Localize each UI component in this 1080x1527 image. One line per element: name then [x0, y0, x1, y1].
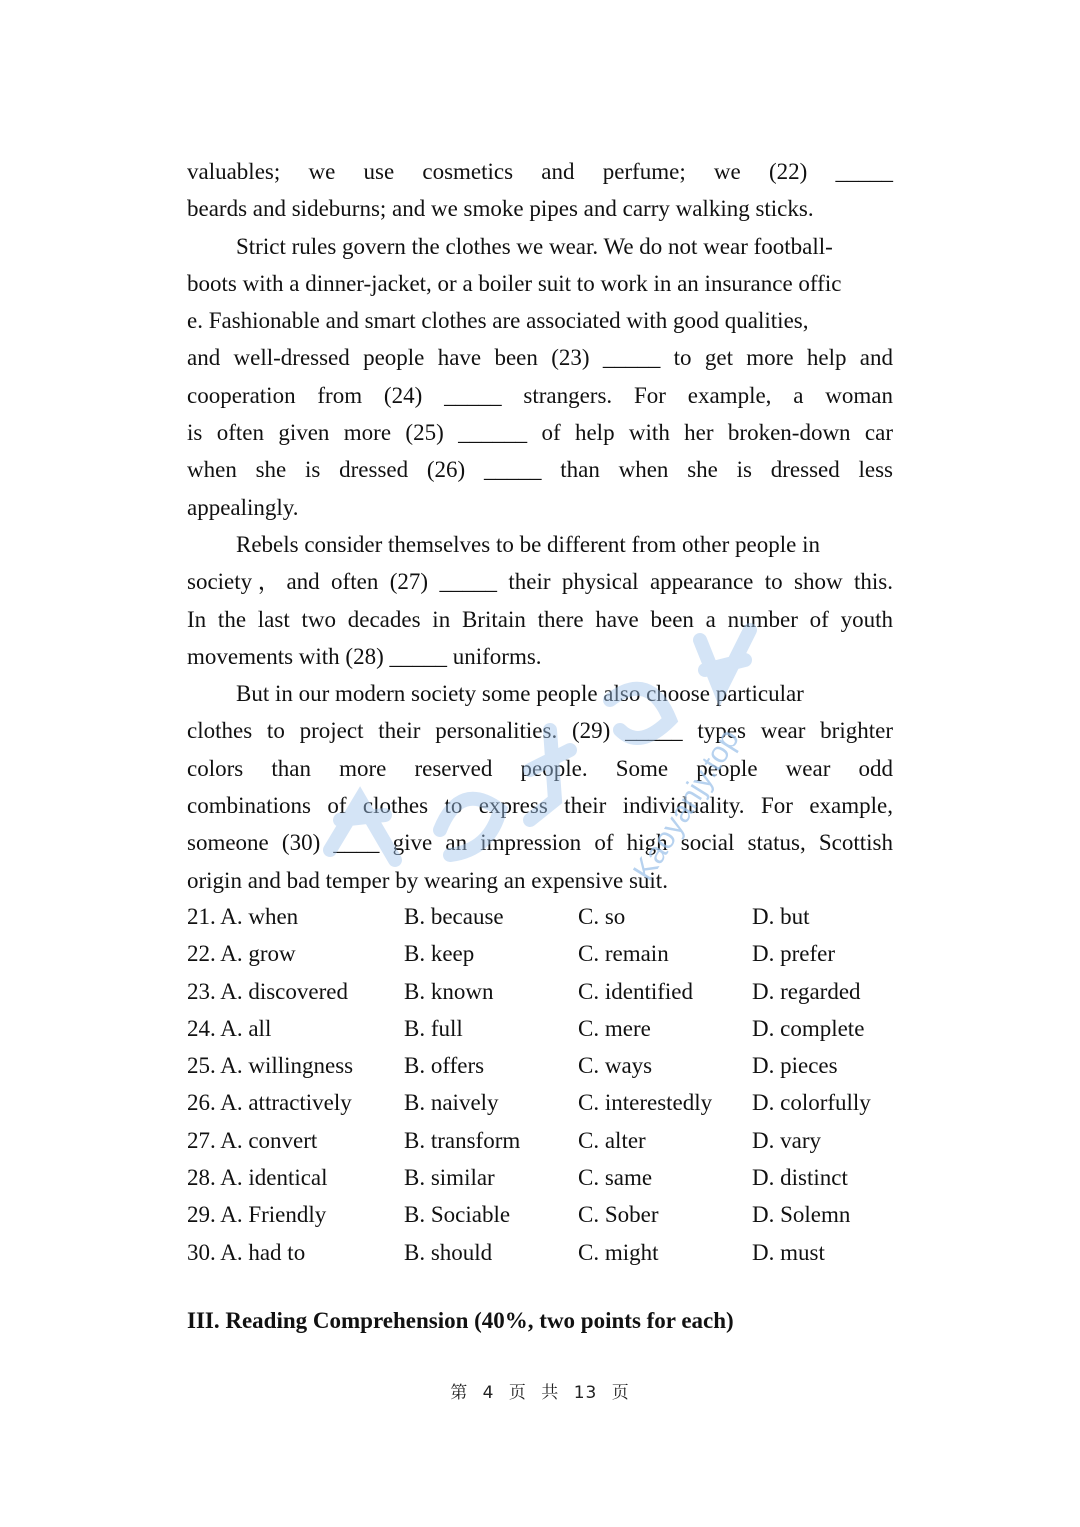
passage-line: e. Fashionable and smart clothes are associated with good qualities,	[187, 308, 809, 334]
passage-line: beards and sideburns; and we smoke pipes and carry walking sticks.	[187, 196, 814, 222]
footer-mid2: 共	[541, 1383, 560, 1403]
option-a: 26. A. attractively	[187, 1090, 352, 1116]
option-c: C. ways	[578, 1053, 653, 1079]
option-c: C. might	[578, 1239, 659, 1265]
answer-options	[187, 898, 907, 1271]
passage-line: But in our modern society some people also choose particular	[236, 681, 804, 707]
question-row-30	[187, 1234, 907, 1271]
option-c: C. alter	[578, 1127, 646, 1153]
passage-line: cooperation from (24) _____ strangers. For example, a woman	[187, 382, 893, 408]
passage-line: clothes to project their personalities. (29) _____ types wear brighter	[187, 718, 893, 744]
question-row-22	[187, 935, 907, 972]
option-c: C. identified	[578, 978, 693, 1004]
passage-line: Strict rules govern the clothes we wear. We do not wear football-	[236, 233, 833, 259]
option-c: C. so	[578, 904, 626, 929]
question-row-23	[187, 973, 907, 1010]
option-c: C. interestedly	[578, 1090, 713, 1116]
option-c: C. remain	[578, 941, 669, 967]
option-a: 30. A. had to	[187, 1239, 306, 1265]
option-b: B. Sociable	[404, 1202, 511, 1228]
question-row-29	[187, 1196, 907, 1233]
option-d: D. complete	[752, 1015, 865, 1041]
option-a: 25. A. willingness	[187, 1053, 354, 1079]
option-a: 27. A. convert	[187, 1127, 318, 1153]
option-b: B. transform	[404, 1127, 521, 1153]
page-footer	[0, 1378, 1080, 1403]
question-row-26	[187, 1084, 907, 1121]
option-a: 28. A. identical	[187, 1165, 328, 1191]
question-row-28	[187, 1159, 907, 1196]
page-number: 4	[482, 1383, 495, 1403]
passage-line: appealingly.	[187, 494, 299, 520]
option-b: B. naively	[404, 1090, 499, 1116]
option-c: C. mere	[578, 1015, 651, 1041]
option-d: D. Solemn	[752, 1202, 851, 1228]
question-row-27	[187, 1122, 907, 1159]
option-a: 23. A. discovered	[187, 978, 348, 1004]
passage-line: valuables; we use cosmetics and perfume; we (22) _____	[187, 159, 893, 184]
option-b: B. should	[404, 1239, 493, 1265]
option-c: C. Sober	[578, 1202, 659, 1228]
footer-prefix: 第	[450, 1383, 469, 1403]
footer-suffix: 页	[611, 1383, 630, 1403]
option-d: D. pieces	[752, 1053, 838, 1079]
option-b: B. offers	[404, 1053, 485, 1079]
passage-line: Rebels consider themselves to be different from other people in	[236, 531, 820, 557]
option-d: D. must	[752, 1239, 825, 1265]
option-c: C. same	[578, 1165, 653, 1191]
option-a: 21. A. when	[187, 904, 299, 929]
section-heading: III. Reading Comprehension (40%, two points for each)	[187, 1308, 734, 1333]
passage-line: boots with a dinner-jacket, or a boiler suit to work in an insurance offic	[187, 270, 842, 296]
option-a: 29. A. Friendly	[187, 1202, 327, 1228]
footer-mid1: 页	[508, 1383, 527, 1403]
passage-line: and well-dressed people have been (23) _____ to get more help and	[187, 345, 893, 371]
page-total: 13	[573, 1383, 598, 1403]
passage-line: In the last two decades in Britain there have been a number of youth	[187, 606, 893, 632]
passage-line: origin and bad temper by wearing an expensive suit.	[187, 867, 668, 893]
option-d: D. prefer	[752, 941, 836, 967]
question-row-25	[187, 1047, 907, 1084]
passage-line: is often given more (25) ______ of help with her broken-down car	[187, 420, 893, 446]
watermark-text: Kaoyanjy.top	[627, 723, 746, 887]
option-b: B. because	[404, 904, 504, 929]
option-b: B. similar	[404, 1165, 495, 1191]
option-a: 22. A. grow	[187, 941, 296, 967]
option-d: D. but	[752, 904, 810, 929]
question-row-21	[187, 898, 907, 935]
option-b: B. keep	[404, 941, 475, 967]
option-b: B. full	[404, 1015, 463, 1041]
passage	[187, 153, 893, 899]
passage-line: society，and often (27) _____ their physical appearance to show this.	[187, 569, 893, 595]
option-a: 24. A. all	[187, 1015, 272, 1041]
passage-line: combinations of clothes to express their individuality. For example,	[187, 793, 893, 819]
option-b: B. known	[404, 978, 494, 1004]
passage-line: when she is dressed (26) _____ than when she is dressed less	[187, 457, 893, 483]
question-row-24	[187, 1010, 907, 1047]
option-d: D. colorfully	[752, 1090, 871, 1116]
option-d: D. vary	[752, 1127, 821, 1153]
option-d: D. distinct	[752, 1165, 848, 1191]
option-d: D. regarded	[752, 978, 861, 1004]
passage-line: movements with (28) _____ uniforms.	[187, 643, 542, 669]
passage-line: colors than more reserved people. Some people wear odd	[187, 755, 893, 781]
passage-line: someone (30) ____ give an impression of high social status, Scottish	[187, 830, 893, 856]
